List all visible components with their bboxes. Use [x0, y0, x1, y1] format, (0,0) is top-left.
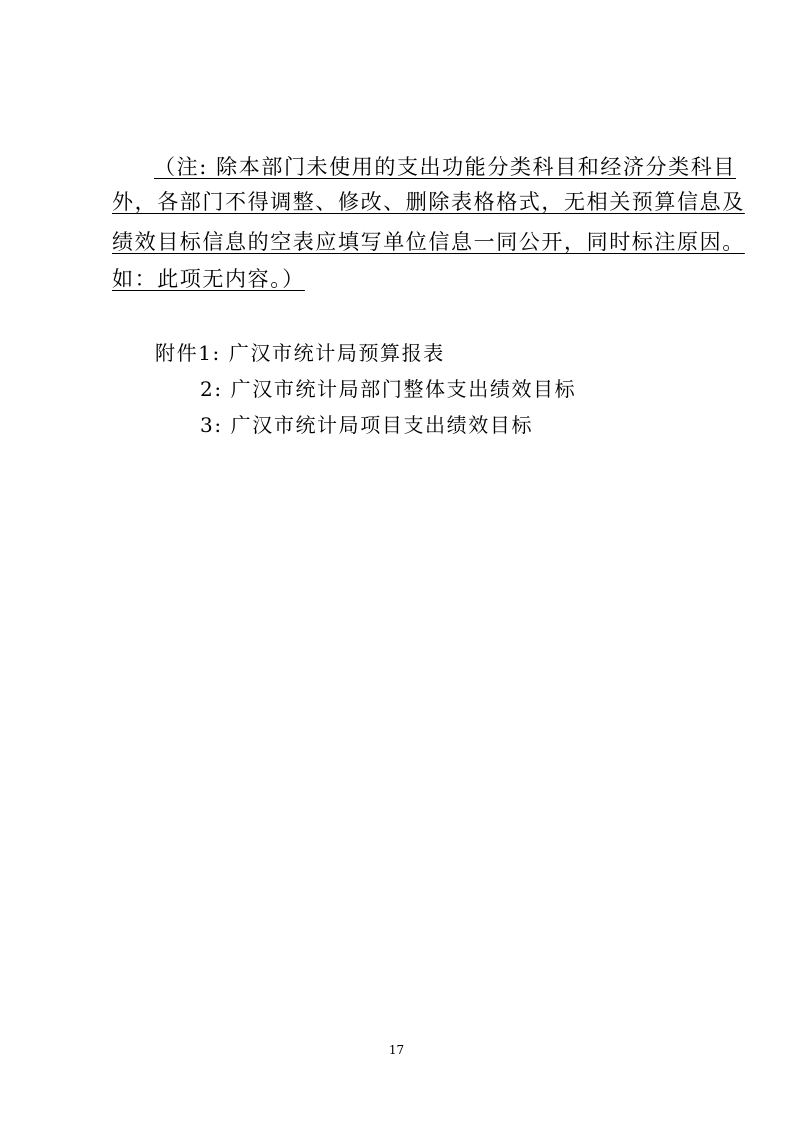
- attachment-item-1: [155, 340, 445, 366]
- note-line-3: 绩效目标信息的空表应填写单位信息一同公开，同时标注原因。: [112, 230, 745, 254]
- attachment-item-3: [200, 412, 533, 438]
- attachment-number: 2:: [200, 377, 223, 401]
- page-number: 17: [388, 1043, 405, 1057]
- attachment-item-2: [200, 376, 576, 402]
- attachment-title: 广汉市统计局预算报表: [228, 341, 445, 365]
- attachment-number: 3:: [200, 413, 223, 437]
- attachment-title: 广汉市统计局项目支出绩效目标: [230, 413, 534, 437]
- attachment-title: 广汉市统计局部门整体支出绩效目标: [230, 377, 577, 401]
- note-line-1: （注: 除本部门未使用的支出功能分类科目和经济分类科目: [154, 155, 736, 179]
- attachment-prefix: 附件: [155, 341, 199, 365]
- attachment-number: 1:: [198, 341, 221, 365]
- note-line-2: 外，各部门不得调整、修改、删除表格格式，无相关预算信息及: [112, 190, 745, 214]
- note-line-4: 如：此项无内容。）: [112, 267, 305, 291]
